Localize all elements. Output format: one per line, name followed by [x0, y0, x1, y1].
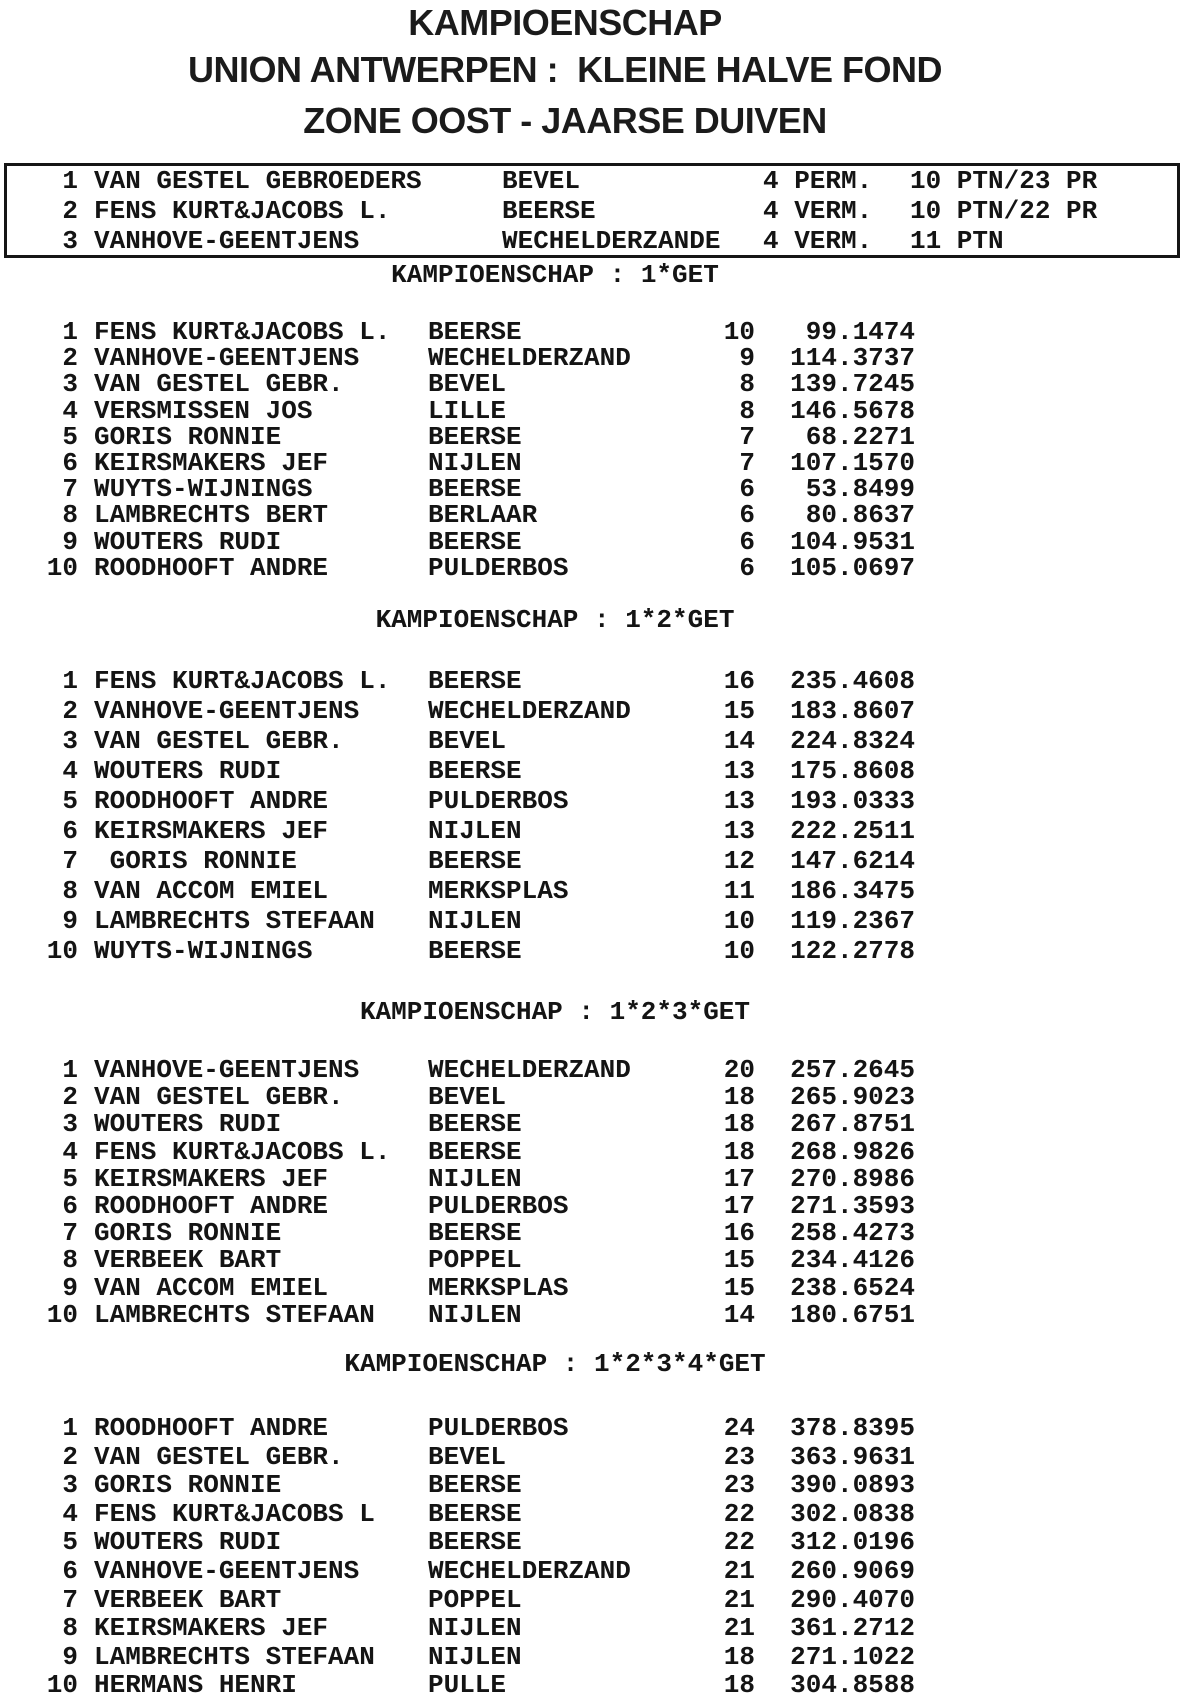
rank-cell: 2	[62, 1082, 78, 1113]
result-row	[0, 728, 1200, 758]
points-cell: 24	[723, 1413, 755, 1443]
place-cell: BERLAAR	[428, 500, 538, 531]
points-cell: 14	[723, 726, 755, 756]
points-cell: 13	[723, 816, 755, 846]
name-cell: KEIRSMAKERS JEF	[94, 816, 329, 846]
place-cell: BEERSE	[428, 1109, 522, 1140]
points-cell: 15	[723, 1272, 755, 1303]
rank-cell: 8	[62, 1245, 78, 1276]
place-cell: NIJLEN	[428, 906, 522, 936]
points-cell: 6	[739, 500, 755, 531]
place-cell: BEERSE	[502, 195, 596, 226]
result-row	[0, 848, 1200, 878]
rank-cell: 5	[62, 1527, 78, 1558]
points-cell: 15	[723, 1245, 755, 1276]
rank-cell: 9	[62, 1272, 78, 1303]
points-cell: 18	[723, 1641, 755, 1672]
points-cell: 22	[723, 1527, 755, 1558]
points-cell: 12	[723, 846, 755, 876]
name-cell: VANHOVE-GEENTJENS	[94, 1555, 360, 1586]
section-heading-1: KAMPIOENSCHAP : 1*GET	[391, 260, 719, 290]
rank-cell: 1	[62, 666, 78, 696]
place-cell: BEERSE	[428, 421, 522, 452]
result-row	[0, 698, 1200, 728]
rank-cell: 1	[62, 1055, 78, 1085]
coefficient-cell: 186.3475	[790, 876, 915, 906]
coefficient-cell: 234.4126	[790, 1245, 915, 1276]
coefficient-cell: 180.6751	[790, 1299, 915, 1330]
place-cell: WECHELDERZAND	[428, 343, 631, 374]
coefficient-cell: 146.5678	[790, 395, 915, 426]
rank-cell: 7	[62, 1584, 78, 1615]
section-4-rows	[0, 1415, 1200, 1701]
result-row	[0, 474, 1200, 505]
name-cell: FENS KURT&JACOBS L.	[94, 195, 391, 226]
name-cell: KEIRSMAKERS JEF	[94, 1163, 329, 1194]
name-cell: VAN GESTEL GEBR.	[94, 726, 344, 756]
name-cell: ROODHOOFT ANDRE	[94, 1413, 329, 1443]
place-cell: BEERSE	[428, 936, 522, 966]
name-cell: WOUTERS RUDI	[94, 526, 282, 557]
result-row	[0, 1641, 1200, 1673]
result-row	[0, 1084, 1200, 1111]
name-cell: WOUTERS RUDI	[94, 756, 282, 786]
result-row	[0, 1163, 1200, 1194]
name-cell: VANHOVE-GEENTJENS	[94, 225, 360, 256]
points-cell: 18	[723, 1082, 755, 1113]
coefficient-cell: 271.3593	[790, 1190, 915, 1221]
coefficient-cell: 304.8588	[790, 1670, 915, 1701]
rank-cell: 2	[62, 696, 78, 726]
name-cell: LAMBRECHTS STEFAAN	[94, 906, 375, 936]
points-cell: 6	[739, 552, 755, 583]
result-row	[0, 343, 1200, 374]
section-1-rows	[0, 319, 1200, 581]
points-cell: 13	[723, 756, 755, 786]
coefficient-cell: 312.0196	[790, 1527, 915, 1558]
place-cell: POPPEL	[428, 1245, 522, 1276]
place-cell: BEERSE	[428, 1527, 522, 1558]
rank-cell: 8	[62, 500, 78, 531]
name-cell: ROODHOOFT ANDRE	[94, 1190, 329, 1221]
coefficient-cell: 99.1474	[805, 317, 915, 347]
coefficient-cell: 175.8608	[790, 756, 915, 786]
rank-cell: 6	[62, 1190, 78, 1221]
section-2-rows	[0, 668, 1200, 968]
summary-row	[7, 165, 1177, 196]
name-cell: LAMBRECHTS BERT	[94, 500, 329, 531]
coefficient-cell: 363.9631	[790, 1441, 915, 1472]
coefficient-cell: 361.2712	[790, 1613, 915, 1644]
coefficient-cell: 257.2645	[790, 1055, 915, 1085]
place-cell: BEVEL	[502, 165, 581, 196]
coefficient-cell: 224.8324	[790, 726, 915, 756]
name-cell: LAMBRECHTS STEFAAN	[94, 1641, 375, 1672]
name-cell: FENS KURT&JACOBS L.	[94, 666, 391, 696]
result-row	[0, 788, 1200, 818]
place-cell: WECHELDERZAND	[428, 1555, 631, 1586]
name-cell: VAN GESTEL GEBR.	[94, 1082, 344, 1113]
rank-cell: 8	[62, 1613, 78, 1644]
result-row	[0, 319, 1200, 345]
points-cell: 11	[723, 876, 755, 906]
coefficient-cell: 378.8395	[790, 1413, 915, 1443]
result-row	[0, 526, 1200, 557]
name-cell: ROODHOOFT ANDRE	[94, 786, 329, 816]
coefficient-cell: 53.8499	[805, 474, 915, 505]
coefficient-cell: 267.8751	[790, 1109, 915, 1140]
result-row	[0, 447, 1200, 478]
result-row	[0, 818, 1200, 848]
place-cell: BEERSE	[428, 1136, 522, 1167]
coefficient-cell: 235.4608	[790, 666, 915, 696]
name-cell: WUYTS-WIJNINGS	[94, 936, 313, 966]
place-cell: NIJLEN	[428, 1163, 522, 1194]
place-cell: POPPEL	[428, 1584, 522, 1615]
result-row	[0, 758, 1200, 788]
place-cell: BEERSE	[428, 317, 522, 347]
name-cell: VANHOVE-GEENTJENS	[94, 696, 360, 726]
result-cell: 10 PTN/23 PR	[910, 165, 1098, 196]
section-heading-3: KAMPIOENSCHAP : 1*2*3*GET	[359, 997, 751, 1027]
rank-cell: 2	[62, 195, 78, 226]
result-row	[0, 1220, 1200, 1247]
name-cell: HERMANS HENRI	[94, 1670, 297, 1701]
place-cell: PULDERBOS	[428, 1190, 569, 1221]
points-cell: 15	[723, 696, 755, 726]
coefficient-cell: 302.0838	[790, 1498, 915, 1529]
name-cell: KEIRSMAKERS JEF	[94, 447, 329, 478]
points-cell: 6	[739, 474, 755, 505]
result-row	[0, 938, 1200, 968]
name-cell: FENS KURT&JACOBS L.	[94, 1136, 391, 1167]
points-cell: 8	[739, 395, 755, 426]
name-cell: WOUTERS RUDI	[94, 1109, 282, 1140]
place-cell: BEERSE	[428, 474, 522, 505]
coefficient-cell: 268.9826	[790, 1136, 915, 1167]
result-row	[0, 1190, 1200, 1221]
section-heading-4: KAMPIOENSCHAP : 1*2*3*4*GET	[344, 1349, 766, 1379]
points-cell: 21	[723, 1584, 755, 1615]
rank-cell: 5	[62, 421, 78, 452]
rank-cell: 5	[62, 786, 78, 816]
result-row	[0, 1247, 1200, 1274]
rank-cell: 4	[62, 1136, 78, 1167]
result-row	[0, 369, 1200, 400]
name-cell: WOUTERS RUDI	[94, 1527, 282, 1558]
name-cell: ROODHOOFT ANDRE	[94, 552, 329, 583]
coefficient-cell: 105.0697	[790, 552, 915, 583]
result-row	[0, 1136, 1200, 1167]
place-cell: NIJLEN	[428, 447, 522, 478]
result-row	[0, 1057, 1200, 1084]
name-cell: FENS KURT&JACOBS L	[94, 1498, 375, 1529]
result-row	[0, 1529, 1200, 1558]
summary-row	[7, 195, 1177, 226]
rank-cell: 10	[46, 552, 78, 583]
rank-cell: 9	[62, 1641, 78, 1672]
place-cell: BEERSE	[428, 756, 522, 786]
coefficient-cell: 260.9069	[790, 1555, 915, 1586]
name-cell: VERBEEK BART	[94, 1584, 282, 1615]
report-title-line-2: UNION ANTWERPEN : KLEINE HALVE FOND	[188, 49, 942, 90]
place-cell: NIJLEN	[428, 1299, 522, 1330]
name-cell: KEIRSMAKERS JEF	[94, 1613, 329, 1644]
place-cell: NIJLEN	[428, 816, 522, 846]
name-cell: VERSMISSEN JOS	[94, 395, 313, 426]
place-cell: BEERSE	[428, 1470, 522, 1501]
place-cell: BEVEL	[428, 1082, 507, 1113]
place-cell: WECHELDERZAND	[428, 1055, 631, 1085]
place-cell: NIJLEN	[428, 1641, 522, 1672]
place-cell: PULDERBOS	[428, 1413, 569, 1443]
rank-cell: 7	[62, 474, 78, 505]
points-cell: 16	[723, 666, 755, 696]
coefficient-cell: 80.8637	[805, 500, 915, 531]
place-cell: WECHELDERZAND	[428, 696, 631, 726]
result-row	[0, 1555, 1200, 1587]
place-cell: MERKSPLAS	[428, 1272, 569, 1303]
result-row	[0, 1272, 1200, 1303]
coefficient-cell: 265.9023	[790, 1082, 915, 1113]
races-cell: 4 VERM.	[763, 195, 873, 226]
points-cell: 23	[723, 1470, 755, 1501]
rank-cell: 7	[62, 846, 78, 876]
place-cell: BEVEL	[428, 1441, 507, 1472]
coefficient-cell: 390.0893	[790, 1470, 915, 1501]
coefficient-cell: 183.8607	[790, 696, 915, 726]
coefficient-cell: 139.7245	[790, 369, 915, 400]
points-cell: 18	[723, 1109, 755, 1140]
rank-cell: 10	[46, 1299, 78, 1330]
name-cell: GORIS RONNIE	[94, 421, 282, 452]
rank-cell: 6	[62, 447, 78, 478]
result-row	[0, 1498, 1200, 1530]
points-cell: 13	[723, 786, 755, 816]
result-row	[0, 908, 1200, 938]
points-cell: 17	[723, 1163, 755, 1194]
coefficient-cell: 68.2271	[805, 421, 915, 452]
result-row	[0, 1441, 1200, 1473]
name-cell: WUYTS-WIJNINGS	[94, 474, 313, 505]
summary-row	[7, 225, 1177, 256]
name-cell: VAN GESTEL GEBR.	[94, 369, 344, 400]
coefficient-cell: 222.2511	[790, 816, 915, 846]
coefficient-cell: 193.0333	[790, 786, 915, 816]
place-cell: LILLE	[428, 395, 507, 426]
name-cell: VERBEEK BART	[94, 1245, 282, 1276]
races-cell: 4 VERM.	[763, 225, 873, 256]
name-cell: GORIS RONNIE	[94, 1470, 282, 1501]
points-cell: 21	[723, 1613, 755, 1644]
result-row	[0, 500, 1200, 531]
section-3-rows	[0, 1057, 1200, 1329]
rank-cell: 10	[46, 1670, 78, 1701]
points-cell: 18	[723, 1136, 755, 1167]
place-cell: PULDERBOS	[428, 786, 569, 816]
name-cell: GORIS RONNIE	[94, 1218, 282, 1249]
result-cell: 10 PTN/22 PR	[910, 195, 1098, 226]
report-title-line-3: ZONE OOST - JAARSE DUIVEN	[303, 100, 827, 141]
place-cell: PULDERBOS	[428, 552, 569, 583]
coefficient-cell: 270.8986	[790, 1163, 915, 1194]
result-row	[0, 1111, 1200, 1138]
rank-cell: 3	[62, 1109, 78, 1140]
points-cell: 8	[739, 369, 755, 400]
points-cell: 10	[723, 936, 755, 966]
rank-cell: 3	[62, 1470, 78, 1501]
result-row	[0, 878, 1200, 908]
rank-cell: 9	[62, 906, 78, 936]
coefficient-cell: 258.4273	[790, 1218, 915, 1249]
result-row	[0, 1584, 1200, 1616]
points-cell: 17	[723, 1190, 755, 1221]
result-row	[0, 421, 1200, 452]
coefficient-cell: 104.9531	[790, 526, 915, 557]
place-cell: NIJLEN	[428, 1613, 522, 1644]
rank-cell: 4	[62, 1498, 78, 1529]
section-heading-2: KAMPIOENSCHAP : 1*2*GET	[375, 605, 735, 635]
place-cell: BEVEL	[428, 726, 507, 756]
coefficient-cell: 122.2778	[790, 936, 915, 966]
rank-cell: 9	[62, 526, 78, 557]
coefficient-cell: 147.6214	[790, 846, 915, 876]
rank-cell: 4	[62, 395, 78, 426]
name-cell: GORIS RONNIE	[94, 846, 297, 876]
place-cell: MERKSPLAS	[428, 876, 569, 906]
result-row	[0, 1299, 1200, 1330]
points-cell: 14	[723, 1299, 755, 1330]
rank-cell: 2	[62, 1441, 78, 1472]
name-cell: FENS KURT&JACOBS L.	[94, 317, 391, 347]
rank-cell: 1	[62, 1413, 78, 1443]
points-cell: 6	[739, 526, 755, 557]
points-cell: 10	[723, 906, 755, 936]
place-cell: BEERSE	[428, 1218, 522, 1249]
name-cell: LAMBRECHTS STEFAAN	[94, 1299, 375, 1330]
result-row	[0, 1672, 1200, 1701]
name-cell: VANHOVE-GEENTJENS	[94, 343, 360, 374]
result-row	[0, 1615, 1200, 1644]
coefficient-cell: 119.2367	[790, 906, 915, 936]
rank-cell: 8	[62, 876, 78, 906]
result-row	[0, 552, 1200, 583]
place-cell: BEERSE	[428, 1498, 522, 1529]
rank-cell: 2	[62, 343, 78, 374]
rank-cell: 6	[62, 1555, 78, 1586]
report-title-line-1: KAMPIOENSCHAP	[408, 2, 722, 43]
coefficient-cell: 238.6524	[790, 1272, 915, 1303]
name-cell: VAN ACCOM EMIEL	[94, 1272, 329, 1303]
result-row	[0, 395, 1200, 426]
name-cell: VAN ACCOM EMIEL	[94, 876, 329, 906]
rank-cell: 6	[62, 816, 78, 846]
coefficient-cell: 271.1022	[790, 1641, 915, 1672]
name-cell: VANHOVE-GEENTJENS	[94, 1055, 360, 1085]
points-cell: 16	[723, 1218, 755, 1249]
rank-cell: 1	[62, 317, 78, 347]
rank-cell: 1	[62, 165, 78, 196]
result-cell: 11 PTN	[910, 225, 1004, 256]
rank-cell: 5	[62, 1163, 78, 1194]
place-cell: BEERSE	[428, 526, 522, 557]
summary-box	[4, 163, 1180, 258]
place-cell: WECHELDERZANDE	[502, 225, 721, 256]
result-row	[0, 1415, 1200, 1444]
rank-cell: 7	[62, 1218, 78, 1249]
points-cell: 18	[723, 1670, 755, 1701]
points-cell: 7	[739, 421, 755, 452]
points-cell: 20	[723, 1055, 755, 1085]
place-cell: BEERSE	[428, 846, 522, 876]
coefficient-cell: 290.4070	[790, 1584, 915, 1615]
rank-cell: 3	[62, 726, 78, 756]
name-cell: VAN GESTEL GEBR.	[94, 1441, 344, 1472]
points-cell: 7	[739, 447, 755, 478]
races-cell: 4 PERM.	[763, 165, 873, 196]
points-cell: 10	[723, 317, 755, 347]
result-row	[0, 1472, 1200, 1501]
rank-cell: 4	[62, 756, 78, 786]
rank-cell: 3	[62, 225, 78, 256]
points-cell: 9	[739, 343, 755, 374]
rank-cell: 10	[46, 936, 78, 966]
place-cell: BEVEL	[428, 369, 507, 400]
rank-cell: 3	[62, 369, 78, 400]
place-cell: BEERSE	[428, 666, 522, 696]
coefficient-cell: 107.1570	[790, 447, 915, 478]
place-cell: PULLE	[428, 1670, 507, 1701]
name-cell: VAN GESTEL GEBROEDERS	[94, 165, 422, 196]
result-row	[0, 668, 1200, 698]
coefficient-cell: 114.3737	[790, 343, 915, 374]
points-cell: 23	[723, 1441, 755, 1472]
points-cell: 22	[723, 1498, 755, 1529]
points-cell: 21	[723, 1555, 755, 1586]
